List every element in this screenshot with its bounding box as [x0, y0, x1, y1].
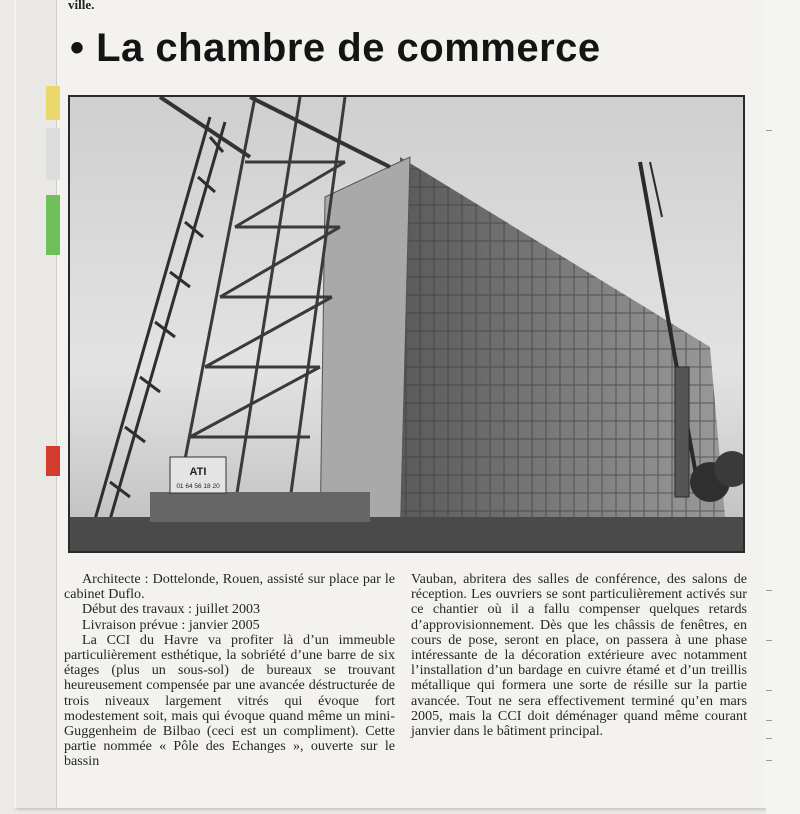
sign-text: ATI: [189, 466, 207, 478]
red-mark: [46, 446, 60, 476]
green-mark: [46, 195, 60, 255]
credit-start: Début des travaux : juillet 2003: [82, 601, 261, 618]
site-sign: [170, 457, 226, 493]
body-paragraph-continued: Vauban, abritera des salles de conférence, des salons de réception. Les ouvriers se sont particulièrement activés sur ce chantier où il a fallu compenser quelques retards d’approvisionnement. Dès que les châssis de fenêtres, en cours de pose, seront en place, on passera à une phase intéressante de la décoration extérieure avec notamment l’installation d’un bardage en cuivre étamé et d’un treillis métallique qui formera une sorte de résille sur la partie avancée. Tout ne sera effectivement terminé qu’en mars 2005, mais la CCI doit déménager quand même courant janvier dans le bâtiment principal.: [411, 571, 747, 740]
credit-delivery: Livraison prévue : janvier 2005: [82, 616, 260, 633]
credit-architect: Architecte : Dottelonde, Rouen, assisté sur place par le cabinet Duflo.: [64, 571, 395, 603]
construction-photo: [68, 95, 745, 553]
article-right-column: [411, 572, 747, 739]
headline: • La chambre de commerce: [70, 26, 601, 70]
scan-margin: [766, 0, 800, 814]
black-mark: [46, 128, 60, 180]
yellow-mark: [46, 86, 60, 120]
article-left-column: [64, 572, 395, 770]
sign-phone: 01 64 56 18 20: [176, 483, 220, 490]
previous-article-fragment: ville.: [68, 0, 95, 12]
body-paragraph: La CCI du Havre va profiter là d’un immeuble particulièrement esthétique, la sobriété d’une barre de six étages (plus un sous-sol) de bureaux se trouvant heureusement compensée par une avancée déstructurée de trois niveaux largement vitrés qui évoque fort modestement soit, mais qui évoque quand même un mini-Guggenheim de Bilbao (ceci est un compliment). Cette partie nommée « Pôle des Echanges », ouverte sur le bassin: [64, 631, 395, 770]
adjacent-page-strip: [16, 0, 57, 808]
